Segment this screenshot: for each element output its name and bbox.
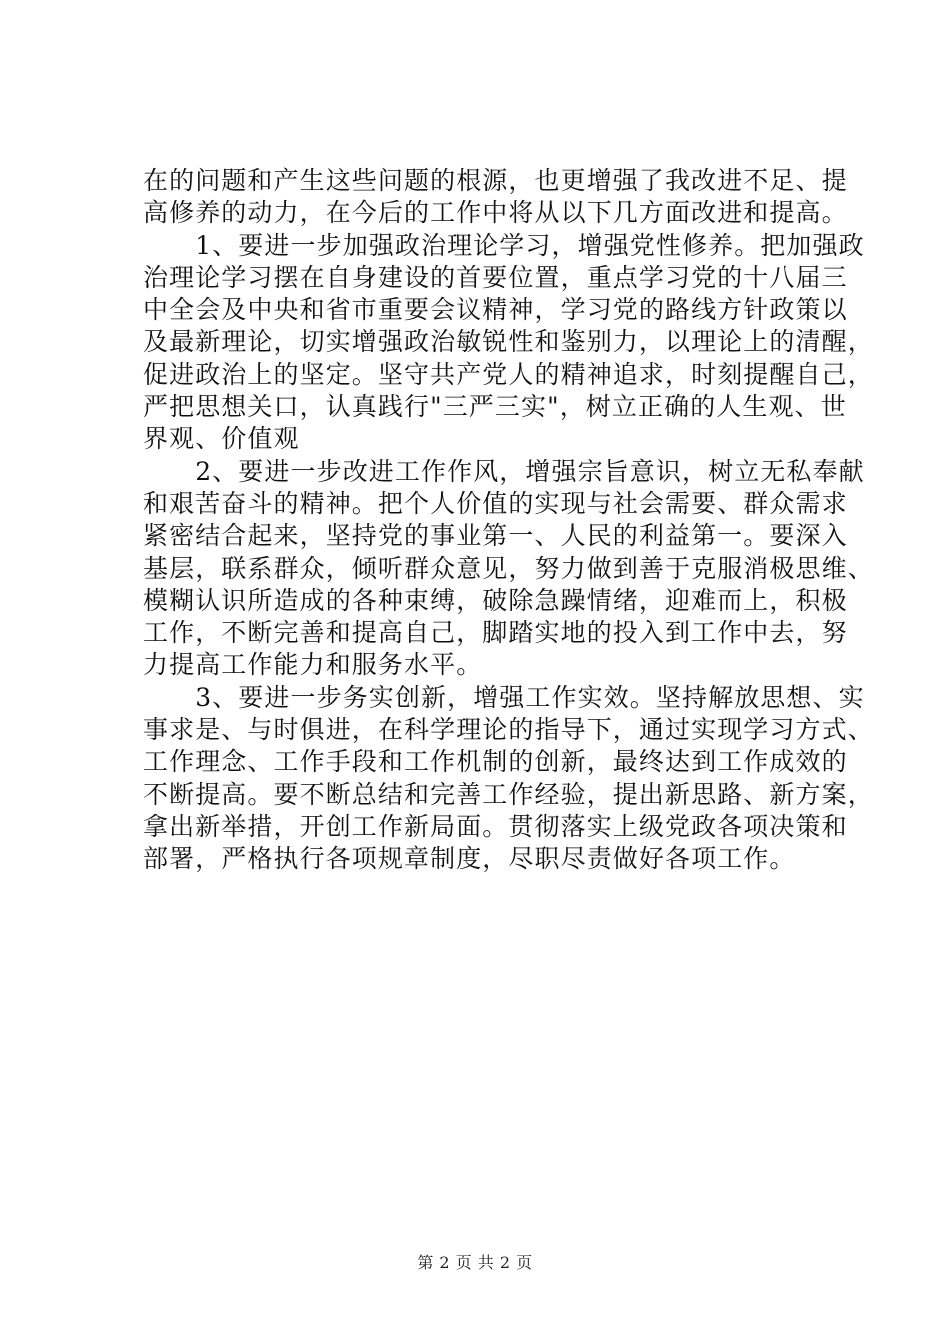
text-line: 在的问题和产生这些问题的根源，也更增强了我改进不足、提 bbox=[143, 166, 848, 195]
text-line: 及最新理论，切实增强政治敏锐性和鉴别力，以理论上的清醒， bbox=[143, 327, 874, 357]
text-line: 和艰苦奋斗的精神。把个人价值的实现与社会需要、群众需求 bbox=[143, 488, 848, 518]
text-line: 拿出新举措，开创工作新局面。贯彻落实上级党政各项决策和 bbox=[143, 811, 848, 841]
text-line: 部署，严格执行各项规章制度，尽职尽责做好各项工作。 bbox=[143, 844, 796, 874]
text-line: 高修养的动力，在今后的工作中将从以下几方面改进和提高。 bbox=[143, 198, 848, 228]
text-line: 界观、价值观 bbox=[143, 424, 300, 454]
text-line: 力提高工作能力和服务水平。 bbox=[143, 650, 483, 680]
text-line: 事求是、与时俱进，在科学理论的指导下，通过实现学习方式、 bbox=[143, 715, 874, 745]
text-line: 严把思想关口，认真践行"三严三实"，树立正确的人生观、世 bbox=[143, 392, 847, 422]
text-line: 1、要进一步加强政治理论学习，增强党性修养。把加强政 bbox=[143, 230, 865, 260]
text-line: 不断提高。要不断总结和完善工作经验，提出新思路、新方案， bbox=[143, 779, 874, 809]
page-number-footer: 第 2 页 共 2 页 bbox=[417, 1253, 533, 1272]
text-line: 2、要进一步改进工作作风，增强宗旨意识，树立无私奉献 bbox=[143, 456, 865, 486]
text-line: 工作，不断完善和提高自己，脚踏实地的投入到工作中去，努 bbox=[143, 618, 848, 648]
text-line: 工作理念、工作手段和工作机制的创新，最终达到工作成效的 bbox=[143, 747, 848, 777]
text-line: 促进政治上的坚定。坚守共产党人的精神追求，时刻提醒自己， bbox=[143, 359, 874, 389]
text-line: 紧密结合起来，坚持党的事业第一、人民的利益第一。要深入 bbox=[143, 521, 848, 551]
text-line: 基层，联系群众，倾听群众意见，努力做到善于克服消极思维、 bbox=[143, 553, 874, 583]
text-line: 中全会及中央和省市重要会议精神，学习党的路线方针政策以 bbox=[143, 295, 848, 325]
text-line: 3、要进一步务实创新，增强工作实效。坚持解放思想、实 bbox=[143, 682, 865, 712]
body-text bbox=[143, 165, 874, 876]
text-line: 模糊认识所造成的各种束缚，破除急躁情绪，迎难而上，积极 bbox=[143, 585, 848, 615]
text-line: 治理论学习摆在自身建设的首要位置，重点学习党的十八届三 bbox=[143, 262, 848, 292]
